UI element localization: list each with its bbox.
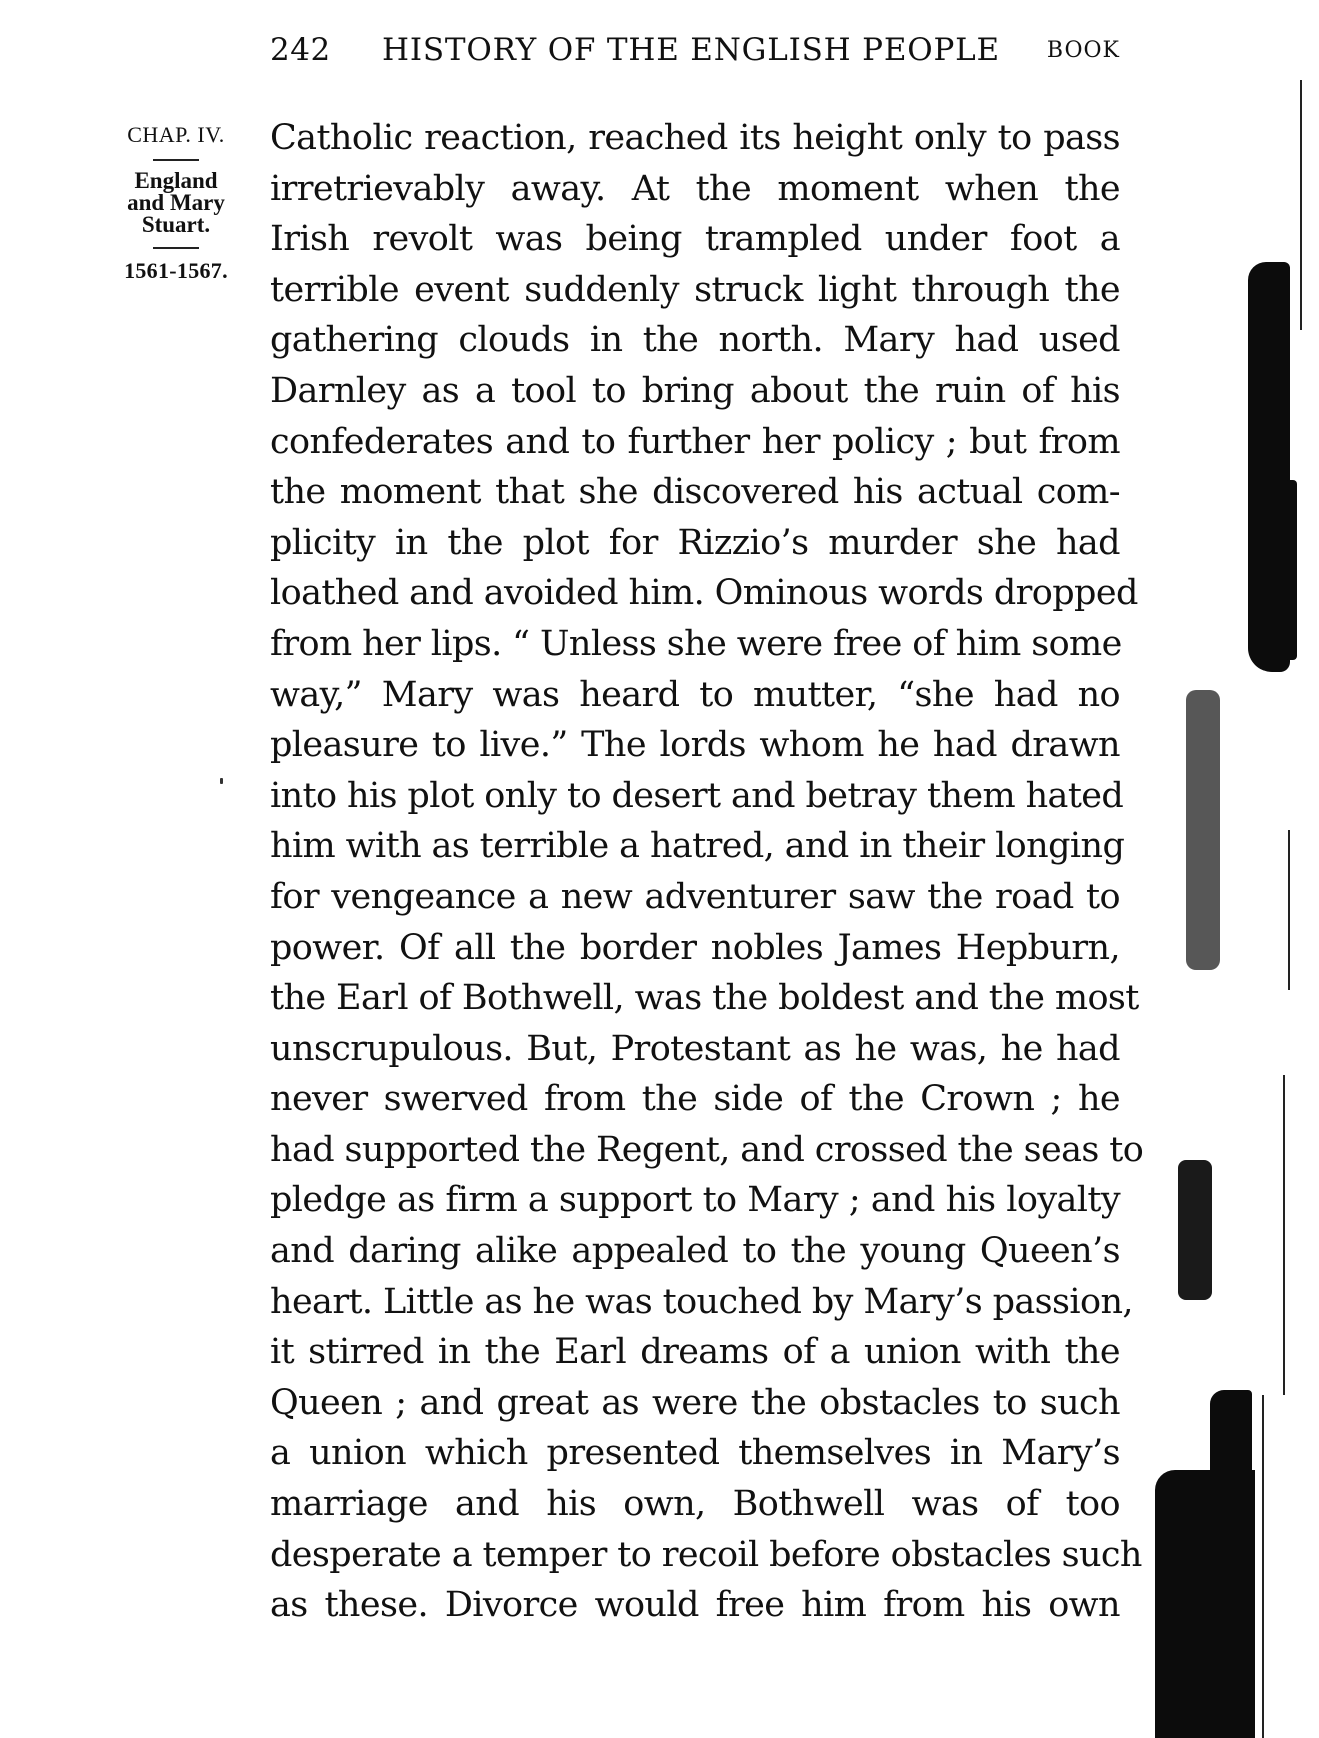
- text-line: Queen ; and great as were the obstacles to such: [270, 1382, 1120, 1423]
- running-head: [270, 32, 1120, 78]
- text-line: plicity in the plot for Rizzio’s murder she had: [270, 522, 1120, 563]
- text-line: irretrievably away. At the moment when the: [270, 168, 1120, 209]
- text-line: confederates and to further her policy ; but from: [270, 421, 1120, 462]
- text-line: for vengeance a new adventurer saw the road to: [270, 876, 1120, 917]
- text-line: Darnley as a tool to bring about the ruin of his: [270, 370, 1120, 411]
- scan-artifact: [1285, 480, 1297, 660]
- margin-topic-line-1: England: [134, 168, 218, 193]
- margin-divider: [153, 247, 199, 249]
- running-title: HISTORY OF THE ENGLISH PEOPLE: [382, 32, 1000, 68]
- text-line: way,” Mary was heard to mutter, “she had no: [270, 674, 1120, 715]
- scan-artifact: [1155, 1470, 1255, 1738]
- text-line: heart. Little as he was touched by Mary’s passion,: [270, 1281, 1133, 1322]
- text-line: Catholic reaction, reached its height only to pass: [270, 118, 1120, 158]
- text-line: marriage and his own, Bothwell was of too: [270, 1484, 1120, 1525]
- margin-notes: [106, 118, 246, 284]
- text-line: the moment that she discovered his actual com-: [270, 472, 1120, 513]
- margin-divider: [153, 159, 199, 161]
- text-line: a union which presented themselves in Mary’s: [270, 1433, 1120, 1474]
- text-line: desperate a temper to recoil before obstacles such: [270, 1534, 1142, 1575]
- text-line: pleasure to live.” The lords whom he had drawn: [270, 725, 1120, 766]
- page-number: 242: [270, 32, 331, 68]
- text-line: as these. Divorce would free him from his own: [270, 1585, 1120, 1626]
- text-line: the Earl of Bothwell, was the boldest and the most: [270, 978, 1139, 1019]
- text-line: and daring alike appealed to the young Queen’s: [270, 1231, 1120, 1272]
- scan-artifact: [1178, 1160, 1212, 1300]
- body-text: [270, 113, 1144, 1631]
- scan-edge-line: [1283, 1075, 1285, 1395]
- margin-topic-line-3: Stuart.: [141, 212, 211, 237]
- margin-chapter: CHAP. IV.: [127, 122, 225, 147]
- running-book-label: BOOK: [1046, 38, 1120, 63]
- text-line: it stirred in the Earl dreams of a union with the: [270, 1332, 1120, 1373]
- text-line: loathed and avoided him. Ominous words dropped: [270, 573, 1138, 614]
- text-line: Irish revolt was being trampled under foot a: [270, 219, 1120, 260]
- scan-edge-line: [1300, 80, 1302, 330]
- margin-dates: 1561-1567.: [124, 258, 228, 283]
- text-line: into his plot only to desert and betray them hated: [270, 775, 1124, 816]
- scan-edge-line: [1288, 830, 1290, 990]
- scan-edge-line: [1262, 1395, 1264, 1738]
- scan-artifact: [1186, 690, 1220, 970]
- text-line: gathering clouds in the north. Mary had used: [270, 320, 1120, 361]
- text-line: had supported the Regent, and crossed the seas to: [270, 1129, 1144, 1170]
- text-line: power. Of all the border nobles James Hepburn,: [270, 927, 1120, 968]
- scan-artifact: [1210, 1390, 1252, 1480]
- scan-artifact: [1248, 262, 1290, 672]
- ink-speck: [220, 778, 223, 784]
- margin-topic-line-2: and Mary: [127, 190, 225, 215]
- text-line: him with as terrible a hatred, and in their longing: [270, 826, 1125, 867]
- text-line: pledge as firm a support to Mary ; and his loyalty: [270, 1180, 1120, 1221]
- text-line: never swerved from the side of the Crown ; he: [270, 1079, 1120, 1120]
- text-line: terrible event suddenly struck light through the: [270, 269, 1120, 310]
- text-line: unscrupulous. But, Protestant as he was, he had: [270, 1028, 1120, 1069]
- text-line: from her lips. “ Unless she were free of him some: [270, 623, 1122, 664]
